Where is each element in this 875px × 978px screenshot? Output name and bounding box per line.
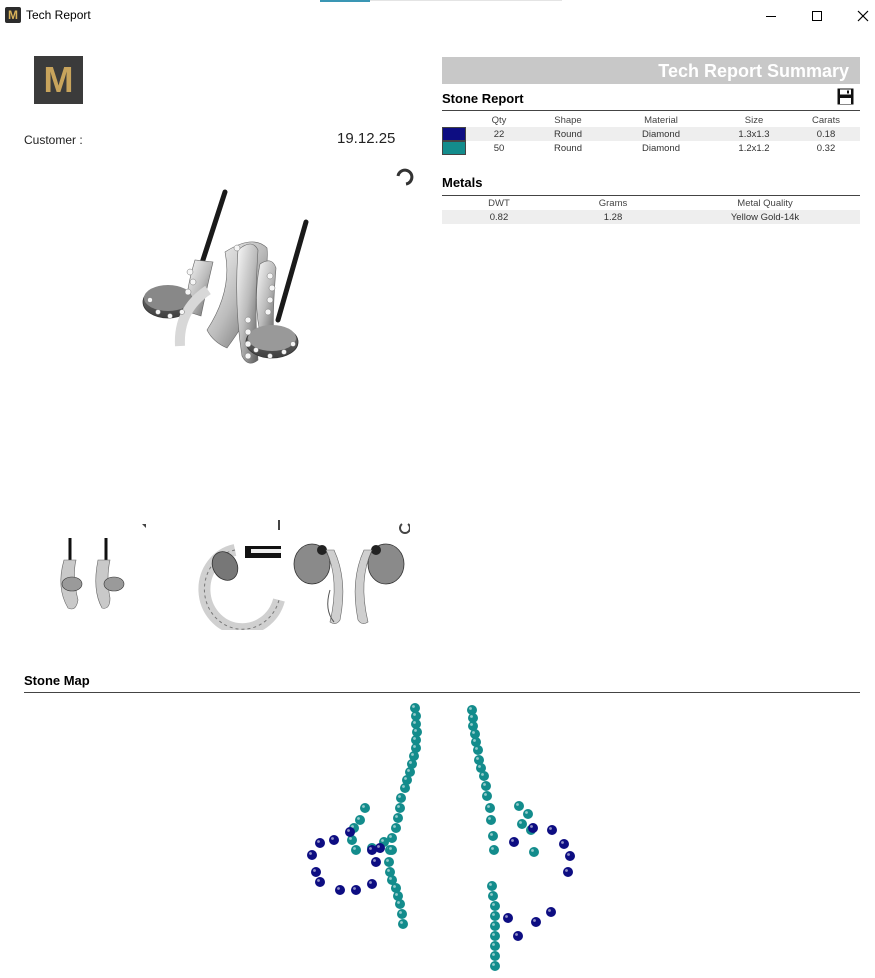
stone-map-dot-highlight [397,901,400,904]
col-size: Size [744,114,764,126]
stone-map-dot-highlight [491,847,494,850]
metals-title: Metals [442,175,483,190]
window-title: Tech Report [26,8,91,22]
company-logo [34,56,83,104]
stone-map-dot-highlight [317,840,320,843]
metals-header-row [442,196,860,210]
stone-report-divider [442,110,860,111]
stone-map-divider [24,692,860,693]
col-grams: Grams [598,197,628,209]
stone-map-dot [375,843,385,853]
col-material: Material [644,114,678,126]
stone-map-dot [360,803,370,813]
metal-quality: Yellow Gold-14k [670,210,860,224]
stone-map-dot-highlight [389,877,392,880]
stone-map-canvas [24,700,860,978]
stone-map-dot-highlight [381,839,384,842]
stone-map-dot-highlight [409,761,412,764]
stone-map-dot [490,931,500,941]
stone-map-dot-highlight [413,737,416,740]
stone-map-dot-highlight [470,715,473,718]
stone-map-dot [307,850,317,860]
metal-grams: 1.28 [556,210,670,224]
stone-carats: 0.32 [816,142,836,154]
report-date: 19.12.25 [337,130,396,147]
stone-map-dot-highlight [505,915,508,918]
stone-shape: Round [554,142,582,154]
stone-map-dot [329,835,339,845]
stone-map-dot-highlight [519,821,522,824]
stone-map-dot-highlight [317,879,320,882]
stone-map-dot-highlight [412,705,415,708]
stone-map-dot-highlight [389,847,392,850]
stone-map-dot-highlight [337,887,340,890]
stone-map-dot [531,917,541,927]
stone-map-dot [395,899,405,909]
stone-map-dot-highlight [395,815,398,818]
stone-map-dot-highlight [516,803,519,806]
thumbnail-front-view[interactable] [50,520,150,630]
metals-table [442,196,860,224]
stone-map-dot-highlight [369,881,372,884]
stone-map-dot-highlight [487,805,490,808]
stone-map-dot-highlight [488,817,491,820]
stone-map-dot [315,838,325,848]
maximize-button[interactable] [794,0,840,31]
stone-map-dot [529,847,539,857]
col-dwt: DWT [488,197,510,209]
stone-map-dot-highlight [533,919,536,922]
stone-map-dot-highlight [565,869,568,872]
stone-map-dot [546,907,556,917]
stone-map-dot-highlight [309,852,312,855]
stone-map-dot-highlight [398,795,401,798]
table-row [442,141,860,155]
stone-map-dot-highlight [483,783,486,786]
stone-map-dot-highlight [489,883,492,886]
stone-map-dot [315,877,325,887]
stone-map-dot-highlight [492,943,495,946]
summary-header-bar [442,57,860,84]
stone-map-dot-highlight [411,753,414,756]
stone-map-dot-highlight [413,745,416,748]
stone-map-dot-highlight [397,805,400,808]
stone-size: 1.3x1.3 [716,127,792,141]
stone-qty: 50 [493,142,505,154]
stone-report-title: Stone Report [442,91,524,106]
stone-map-dot-highlight [492,933,495,936]
stone-map-dot [481,781,491,791]
stone-material: Diamond [606,127,716,141]
stone-map-dot-highlight [469,707,472,710]
stone-map-dot-highlight [473,739,476,742]
stone-map-dot-highlight [369,847,372,850]
stone-map-dot-highlight [331,837,334,840]
stone-map-dot [351,885,361,895]
stone-map-dot-highlight [490,893,493,896]
thumbnail-side-view[interactable] [195,520,285,630]
stone-map-dot-highlight [407,769,410,772]
stone-map-dot-highlight [347,829,350,832]
stone-map-dot [384,857,394,867]
stone-map-dot [490,901,500,911]
customer-label: Customer : [24,133,83,147]
stone-map-dot [565,851,575,861]
stone-map-dot-highlight [484,793,487,796]
stone-map-dot [487,881,497,891]
stone-map-dot [503,913,513,923]
stone-map-dot [523,809,533,819]
stone-material: Diamond [641,142,681,154]
stone-carats: 0.18 [792,127,860,141]
stone-map-dot [400,783,410,793]
stone-map-dot-highlight [357,817,360,820]
stone-map-dot-highlight [414,729,417,732]
stone-map-dot [490,951,500,961]
stone-map-dot-highlight [470,723,473,726]
stone-map-dot-highlight [515,933,518,936]
stone-map-dot-highlight [313,869,316,872]
stone-map-dot-highlight [404,777,407,780]
stone-map-dot [514,801,524,811]
stone-map-dot [488,891,498,901]
stone-map-dot [517,819,527,829]
close-icon [857,10,869,22]
stone-map-dot [513,931,523,941]
stone-map-dot [398,919,408,929]
stone-map-dot-highlight [393,885,396,888]
stone-map-dot [563,867,573,877]
stone-map-dot [393,813,403,823]
stone-qty: 22 [468,127,530,141]
stone-map-dot-highlight [393,825,396,828]
stone-map-dot-highlight [373,859,376,862]
stone-map-dot [559,839,569,849]
app-icon: M [5,7,21,23]
stone-map-dot [355,815,365,825]
col-carats: Carats [812,114,840,126]
stone-map-dot-highlight [531,849,534,852]
rotate-icon[interactable] [398,170,412,184]
stone-report-table [442,113,860,155]
title-bar [0,0,875,31]
stone-map-dot-highlight [377,845,380,848]
col-qty: Qty [491,114,507,126]
stone-map-dot-highlight [476,757,479,760]
col-metal-quality: Metal Quality [737,197,793,209]
thumbnail-back-view[interactable] [290,520,410,630]
stone-map-dot [489,845,499,855]
stone-map-dot-highlight [395,893,398,896]
stone-map-dot [488,831,498,841]
minimize-button[interactable] [748,0,794,31]
stone-map-dot [490,911,500,921]
stone-map-dot-highlight [511,839,514,842]
stone-map-dot-highlight [492,953,495,956]
stone-map-dot [482,791,492,801]
stone-map-dot [395,803,405,813]
stone-map-dot [371,857,381,867]
stone-map-dot-highlight [362,805,365,808]
summary-title: Tech Report Summary [658,61,849,81]
maximize-icon [811,10,823,22]
stone-map-dot [367,879,377,889]
stone-map-dot-highlight [413,721,416,724]
stone-map-dot [397,909,407,919]
stone-map-dot [351,845,361,855]
stone-shape: Round [530,127,606,141]
main-render-view [130,160,420,390]
logo-letter: M [43,59,74,100]
stone-map-dot-highlight [386,859,389,862]
stone-map-dot [509,837,519,847]
stone-color-swatch [442,127,466,141]
stone-map-dot-highlight [481,773,484,776]
stone-map-dot-highlight [567,853,570,856]
stone-map-dot [490,961,500,971]
stone-map-dot-highlight [399,911,402,914]
save-icon[interactable] [837,88,854,105]
close-button[interactable] [840,0,875,31]
stone-map-dot-highlight [492,963,495,966]
stone-map-dot [473,745,483,755]
stone-map-dot-highlight [475,747,478,750]
stone-map-dot-highlight [492,913,495,916]
stone-map-dot-highlight [492,923,495,926]
stone-map-dot-highlight [490,833,493,836]
stone-map-dot-highlight [561,841,564,844]
stone-map-dot-highlight [349,837,352,840]
stone-map-dot [311,867,321,877]
table-row [442,127,860,141]
stone-map-dot [490,941,500,951]
stone-map-dot-highlight [353,887,356,890]
stone-map-dot [387,845,397,855]
table-row [442,210,860,224]
minimize-icon [765,10,777,22]
stone-map-dot [528,823,538,833]
stone-map-dot-highlight [525,811,528,814]
stone-map-dot [486,815,496,825]
stone-map-dot-highlight [413,713,416,716]
stone-map-dot-highlight [387,869,390,872]
stone-map-dot-highlight [389,835,392,838]
stone-map-dot-highlight [530,825,533,828]
stone-map-dot-highlight [549,827,552,830]
stone-map-dot-highlight [548,909,551,912]
stone-map-title: Stone Map [24,673,90,688]
stone-map-dot-highlight [472,731,475,734]
stone-report-header-row [442,113,860,127]
stone-map-dot-highlight [492,903,495,906]
stone-map-dot [345,827,355,837]
stone-map-dot [391,823,401,833]
stone-map-dot [335,885,345,895]
metal-dwt: 0.82 [442,210,556,224]
stone-map-dot-highlight [400,921,403,924]
stone-map-dot-highlight [402,785,405,788]
stone-map-dot [490,921,500,931]
stone-map-dot-highlight [353,847,356,850]
title-bar-line [370,0,562,1]
col-shape: Shape [554,114,582,126]
stone-size: 1.2x1.2 [738,142,770,154]
stone-map-dot [485,803,495,813]
title-bar-accent [320,0,370,2]
stone-map-dot [396,793,406,803]
stone-map-dot [479,771,489,781]
stone-color-swatch [442,141,466,155]
stone-map-dot-highlight [478,765,481,768]
stone-map-dot [547,825,557,835]
